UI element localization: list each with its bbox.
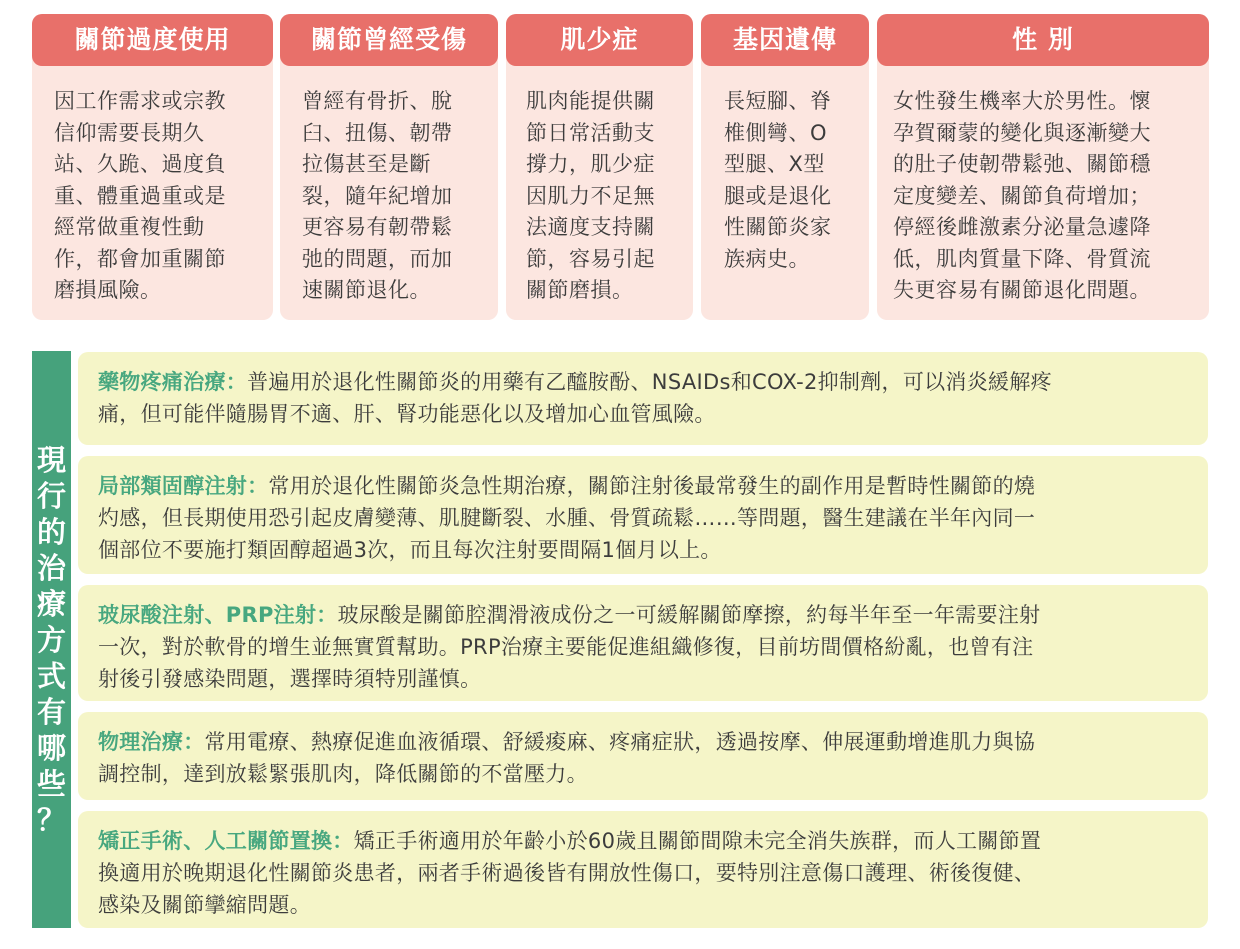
risk-card-body: 曾經有骨折、脫 臼、扭傷、韌帶 拉傷甚至是斷 裂，隨年紀增加 更容易有韌帶鬆 弛的問題，而加 速關節退化。 xyxy=(302,89,453,302)
treatments-side-title xyxy=(32,351,71,928)
side-title-char: 的 xyxy=(36,514,66,549)
treatment-text xyxy=(98,825,1198,921)
side-title-char: 方 xyxy=(36,622,66,657)
treatment-card-hyaluronic-prp xyxy=(78,585,1208,701)
side-title-char: 行 xyxy=(36,478,66,513)
side-title-char: 現 xyxy=(36,442,66,477)
treatment-text xyxy=(98,470,1198,566)
treatment-card-physical-therapy xyxy=(78,712,1208,800)
treatment-card-steroid xyxy=(78,456,1208,574)
treatment-text xyxy=(98,366,1198,430)
treatment-card-surgery xyxy=(78,811,1208,928)
treatment-heading: 物理治療： xyxy=(98,730,205,754)
risk-factor-row xyxy=(0,0,1240,330)
side-title-char: 療 xyxy=(36,586,66,621)
risk-card-overuse xyxy=(32,14,273,320)
risk-card-sarcopenia xyxy=(506,14,693,320)
side-title-char: 哪 xyxy=(36,730,66,765)
treatment-description: 常用於退化性關節炎急性期治療，關節注射後最常發生的副作用是暫時性關節的燒 灼感，但長期使用恐引起皮膚變薄、肌腱斷裂、水腫、骨質疏鬆……等問題，醫生建議在半年內同一 個部位不要施打類固醇超過3次，而且每次注射要間隔1個月以上。 xyxy=(98,474,1036,562)
treatment-text xyxy=(98,726,1198,790)
treatment-description: 常用電療、熱療促進血液循環、舒緩痠麻、疼痛症狀，透過按摩、伸展運動增進肌力與協 調控制，達到放鬆緊張肌肉，降低關節的不當壓力。 xyxy=(98,730,1036,786)
risk-card-title: 關節曾經受傷 xyxy=(280,14,498,66)
risk-card-body: 女性發生機率大於男性。懷 孕賀爾蒙的變化與逐漸變大 的肚子使韌帶鬆弛、關節穩 定度變差、關節負荷增加； 停經後雌激素分泌量急遽降 低，肌肉質量下降、骨質流 失更容易有關節退化問題。 xyxy=(893,89,1151,302)
risk-card-gender xyxy=(877,14,1209,320)
side-title-char: 式 xyxy=(36,658,66,693)
treatment-description: 玻尿酸是關節腔潤滑液成份之一可緩解關節摩擦，約每半年至一年需要注射 一次，對於軟骨的增生並無實質幫助。PRP治療主要能促進組織修復，目前坊間價格紛亂，也曾有注 射後引發感染問題，選擇時須特別謹慎。 xyxy=(98,603,1041,691)
side-title-char: 有 xyxy=(36,694,66,729)
risk-card-body: 肌肉能提供關 節日常活動支 撐力，肌少症 因肌力不足無 法適度支持關 節，容易引起 關節磨損。 xyxy=(526,89,655,302)
risk-card-body: 因工作需求或宗教 信仰需要長期久 站、久跪、過度負 重、體重過重或是 經常做重複性動 作，都會加重關節 磨損風險。 xyxy=(54,89,226,302)
treatment-heading: 矯正手術、人工關節置換： xyxy=(98,829,354,853)
risk-card-genetics xyxy=(701,14,869,320)
treatment-card-medication xyxy=(78,352,1208,445)
risk-card-title: 關節過度使用 xyxy=(32,14,273,66)
risk-card-title: 基因遺傳 xyxy=(701,14,869,66)
treatment-heading: 玻尿酸注射、PRP注射： xyxy=(98,603,338,627)
treatment-description: 普遍用於退化性關節炎的用藥有乙醯胺酚、NSAIDs和COX-2抑制劑，可以消炎緩解疼 痛，但可能伴隨腸胃不適、肝、腎功能惡化以及增加心血管風險。 xyxy=(98,370,1052,426)
risk-card-body: 長短腳、脊 椎側彎、O 型腿、X型 腿或是退化 性關節炎家 族病史。 xyxy=(724,89,832,271)
treatment-heading: 藥物疼痛治療： xyxy=(98,370,248,394)
side-title-char: ？ xyxy=(36,802,66,837)
risk-card-title: 肌少症 xyxy=(506,14,693,66)
side-title-char: 治 xyxy=(36,550,66,585)
risk-card-title: 性 別 xyxy=(877,14,1209,66)
side-title-char: 些 xyxy=(36,766,66,801)
treatment-description: 矯正手術適用於年齡小於60歲且關節間隙未完全消失族群，而人工關節置 換適用於晚期退化性關節炎患者，兩者手術過後皆有開放性傷口，要特別注意傷口護理、術後復健、 感染及關節攣縮問題。 xyxy=(98,829,1042,917)
risk-card-injury xyxy=(280,14,498,320)
treatment-text xyxy=(98,599,1198,695)
treatment-heading: 局部類固醇注射： xyxy=(98,474,269,498)
